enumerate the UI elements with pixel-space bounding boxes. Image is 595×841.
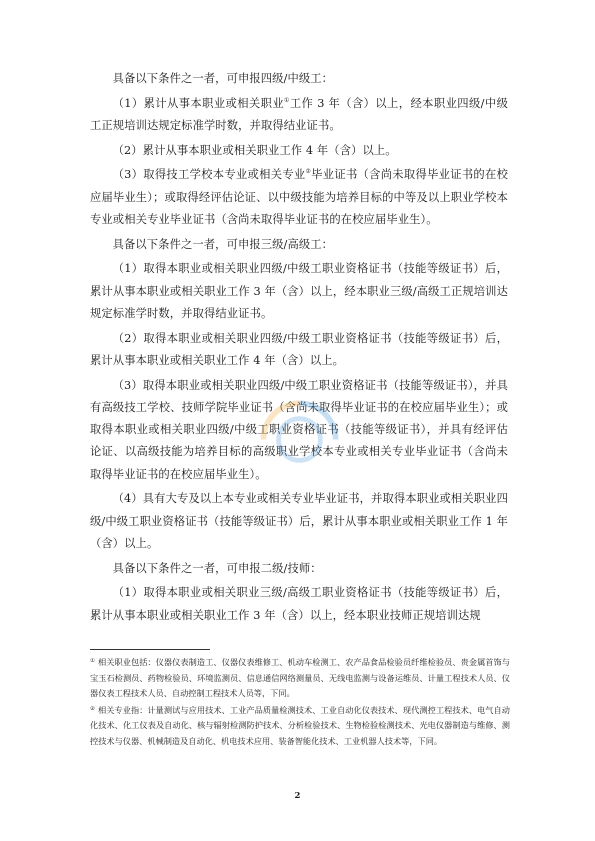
footnote-mark: ① xyxy=(90,658,95,664)
footnote-1 xyxy=(90,655,510,702)
footnote-mark: ② xyxy=(90,705,95,712)
body-text xyxy=(90,68,508,629)
paragraph-text: 具备以下条件之一者，可申报四级/中级工： xyxy=(112,72,334,85)
paragraph-level3-item2 xyxy=(90,328,508,373)
paragraph-text-continued: 工作 3 年（含）以上，经本职业四级/中级工正规培训达规定标准学时数，并取得结业证书。 xyxy=(90,96,508,132)
footnote-text: 相关职业包括：仪器仪表制造工、仪器仪表维修工、机动车检测工、农产品食品检验员纤维检验员、贵金属首饰与宝玉石检测员、药物检验员、环境监测员、信息通信网络测量员、无线电监测与设备运维员、计量工程技术人员、仪器仪表工程技术人员、自动控制工程技术人员等，下同。 xyxy=(90,657,510,699)
paragraph-level4-item3 xyxy=(90,164,508,231)
paragraph-level2-item1 xyxy=(90,582,508,627)
footnote-ref-1[interactable]: ① xyxy=(284,96,290,104)
paragraph-text: （1）累计从事本职业或相关职业 xyxy=(112,96,285,110)
footnote-divider xyxy=(90,649,210,650)
paragraph-text: （3）取得技工学校本专业或相关专业 xyxy=(112,168,306,182)
paragraph-text: 具备以下条件之一者，可申报二级/技师： xyxy=(112,561,322,575)
footnote-ref-2[interactable]: ② xyxy=(305,168,312,176)
paragraph-text: （4）具有大专及以上本专业或相关专业毕业证书，并取得本职业或相关职业四级/中级工职业资格证书（技能等级证书）后，累计从事本职业或相关职业工作 1 年（含）以上。 xyxy=(90,492,508,551)
watermark-logo xyxy=(252,392,347,487)
paragraph-level3-item1 xyxy=(90,258,508,325)
paragraph-level4-item1 xyxy=(90,93,508,138)
footnotes xyxy=(90,655,510,751)
paragraph-level2-heading xyxy=(90,558,508,580)
footnote-2 xyxy=(90,703,510,750)
watermark-inner-ring xyxy=(279,419,321,461)
paragraph-text: （2）取得本职业或相关职业四级/中级工职业资格证书（技能等级证书）后，累计从事本职业或相关职业工作 4 年（含）以上。 xyxy=(90,331,508,367)
paragraph-level4-heading xyxy=(90,68,508,90)
page-number: 2 xyxy=(294,791,301,801)
paragraph-text: （3）取得本职业或相关职业四级/中级工职业资格证书（技能等级证书），并具有高级技工学校、技师学院毕业证书（含尚未取得毕业证书的在校应届毕业生）；或取得本职业或相关职业四级/中级工职业资格证书（技能等级证书），并具有经评估论证、以高级技能为培养目标的高级职业学校本专业或相关专业毕业证书（含尚未取得毕业证书的在校应届毕业生）。 xyxy=(90,378,508,481)
paragraph-text-continued: 毕业证书（含尚未取得毕业证书的在校应届毕业生）；或取得经评估论证、以中级技能为培养目标的中等及以上职业学校本专业或相关专业毕业证书（含尚未取得毕业证书的在校应届毕业生）。 xyxy=(90,168,508,226)
paragraph-level3-item4 xyxy=(90,488,508,555)
paragraph-text: 具备以下条件之一者，可申报三级/高级工： xyxy=(112,237,334,251)
paragraph-level3-heading xyxy=(90,234,508,256)
paragraph-text: （1）取得本职业或相关职业三级/高级工职业资格证书（技能等级证书）后，累计从事本职业或相关职业工作 3 年（含）以上，经本职业技师正规培训达规 xyxy=(90,586,508,622)
footnote-text: 相关专业指：计量测试与应用技术、工业产品质量检测技术、工业自动化仪表技术、现代测控工程技术、电气自动化技术、化工仪表及自动化、核与辐射检测防护技术、分析检验技术、生物检验检测技术、光电仪器制造与维修、测控技术与仪器、机械制造及自动化、机电技术应用、装备智能化技术、工业机器人技术等，下同。 xyxy=(90,704,510,746)
paragraph-text: （2）累计从事本职业或相关职业工作 4 年（含）以上。 xyxy=(112,143,397,157)
paragraph-level4-item2 xyxy=(90,140,508,162)
watermark-ring xyxy=(263,403,335,439)
paragraph-text: （1）取得本职业或相关职业四级/中级工职业资格证书（技能等级证书）后，累计从事本职业或相关职业工作 3 年（含）以上，经本职业三级/高级工正规培训达规定标准学时数，并取得结业证书。 xyxy=(90,262,508,320)
